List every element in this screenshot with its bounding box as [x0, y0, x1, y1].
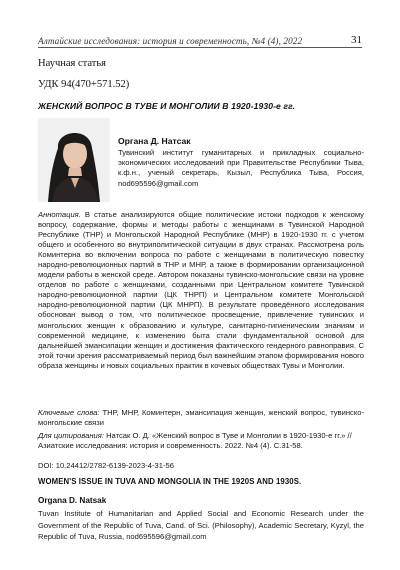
- author-affiliation: Тувинский институт гуманитарных и прикладных социально-экономических исследований при Правительстве Республики Тыва, к.ф.н., ученый секретарь, Кызыл, Республика Тыва, Россия, nod695596@gmail.com: [118, 148, 364, 188]
- running-header: [38, 30, 362, 46]
- udc-code: УДК 94(470+571.52): [38, 79, 130, 90]
- citation-label: Для цитирования:: [38, 431, 104, 440]
- article-title-en: WOMEN'S ISSUE IN TUVA AND MONGOLIA IN THE 1920S AND 1930S.: [38, 477, 302, 486]
- keywords-text: ТНР, МНР, Коминтерн, эмансипация женщин, женский вопрос, тувинско-монгольские связи: [38, 408, 364, 428]
- author-name: Органа Д. Натсак: [118, 136, 191, 146]
- article-type: Научная статья: [38, 58, 106, 69]
- article-title-ru: ЖЕНСКИЙ ВОПРОС В ТУВЕ И МОНГОЛИИ В 1920-1930-е гг.: [38, 101, 296, 111]
- author-name-en: Organa D. Natsak: [38, 496, 107, 505]
- journal-running-title: Алтайские исследования: история и современность, №4 (4), 2022: [38, 36, 303, 46]
- citation: [38, 431, 364, 451]
- author-photo: [38, 118, 110, 202]
- citation-text: Натсак О. Д. «Женский вопрос в Туве и Монголии в 1920-1930-е гг.» // Азиатские исследования: история и современность. 2022. №4 (4). С.31-58.: [38, 431, 352, 451]
- keywords: [38, 408, 364, 428]
- abstract-label: Аннотация.: [38, 210, 81, 219]
- page-number: 31: [351, 34, 362, 46]
- abstract-text: В статье анализируются общие политические истоки подходов к женскому вопросу, содержание, формы и методы работы с женщинами в Тувинской Народной Республике (ТНР) и Монгольской Народной Республике (МНР) в 1920-1930 гг. с учетом общего и особенного во внутриполитической ситуации в двух странах. Рассмотрена роль Коминтерна во включении вопроса по работе с женщинами в политическую повестку народно-революционных партий в ТНР и МНР, а также в формировании организационной модели работы в женской среде. Автором показаны тувинско-монгольские связи на уровне отделов по работе с женщинами, созданными при Центральном комитете Тувинской народно-революционной партии (ЦК ТНРП) и Центральном комитете Монгольской народно-революционной партии (ЦК МНРП). В результате проведённого исследования обоснован вывод о том, что политическое просвещение, привлечение тувинских и монгольских женщин к образованию и культуре, санитарно-гигиеническим знаниям и современной медицине, к изменению быта стали фундаментальной основой для дальнейшей эмансипации женщин и достижения фактического гендерного равноправия. С этой точки зрения рассматриваемый период был важнейшим этапом формирования нового образа женщины и новых социальных практик в кочевых обществах Тувы и Монголии.: [38, 210, 364, 370]
- author-block: [118, 136, 364, 189]
- author-portrait-image: [38, 118, 110, 202]
- abstract: [38, 210, 364, 371]
- doi: DOI: 10.24412/2782-6139-2023-4-31-56: [38, 461, 174, 470]
- author-affiliation-en: Tuvan Institute of Humanitarian and Applied Social and Economic Research under the Government of the Republic of Tuva, Cand. of Sci. (Philosophy), Academic Secretary, Kyzyl, the Republic of Tuva, Russia, nod695596@gmail.com: [38, 509, 364, 542]
- header-rule: [38, 47, 362, 48]
- keywords-label: Ключевые слова:: [38, 408, 100, 417]
